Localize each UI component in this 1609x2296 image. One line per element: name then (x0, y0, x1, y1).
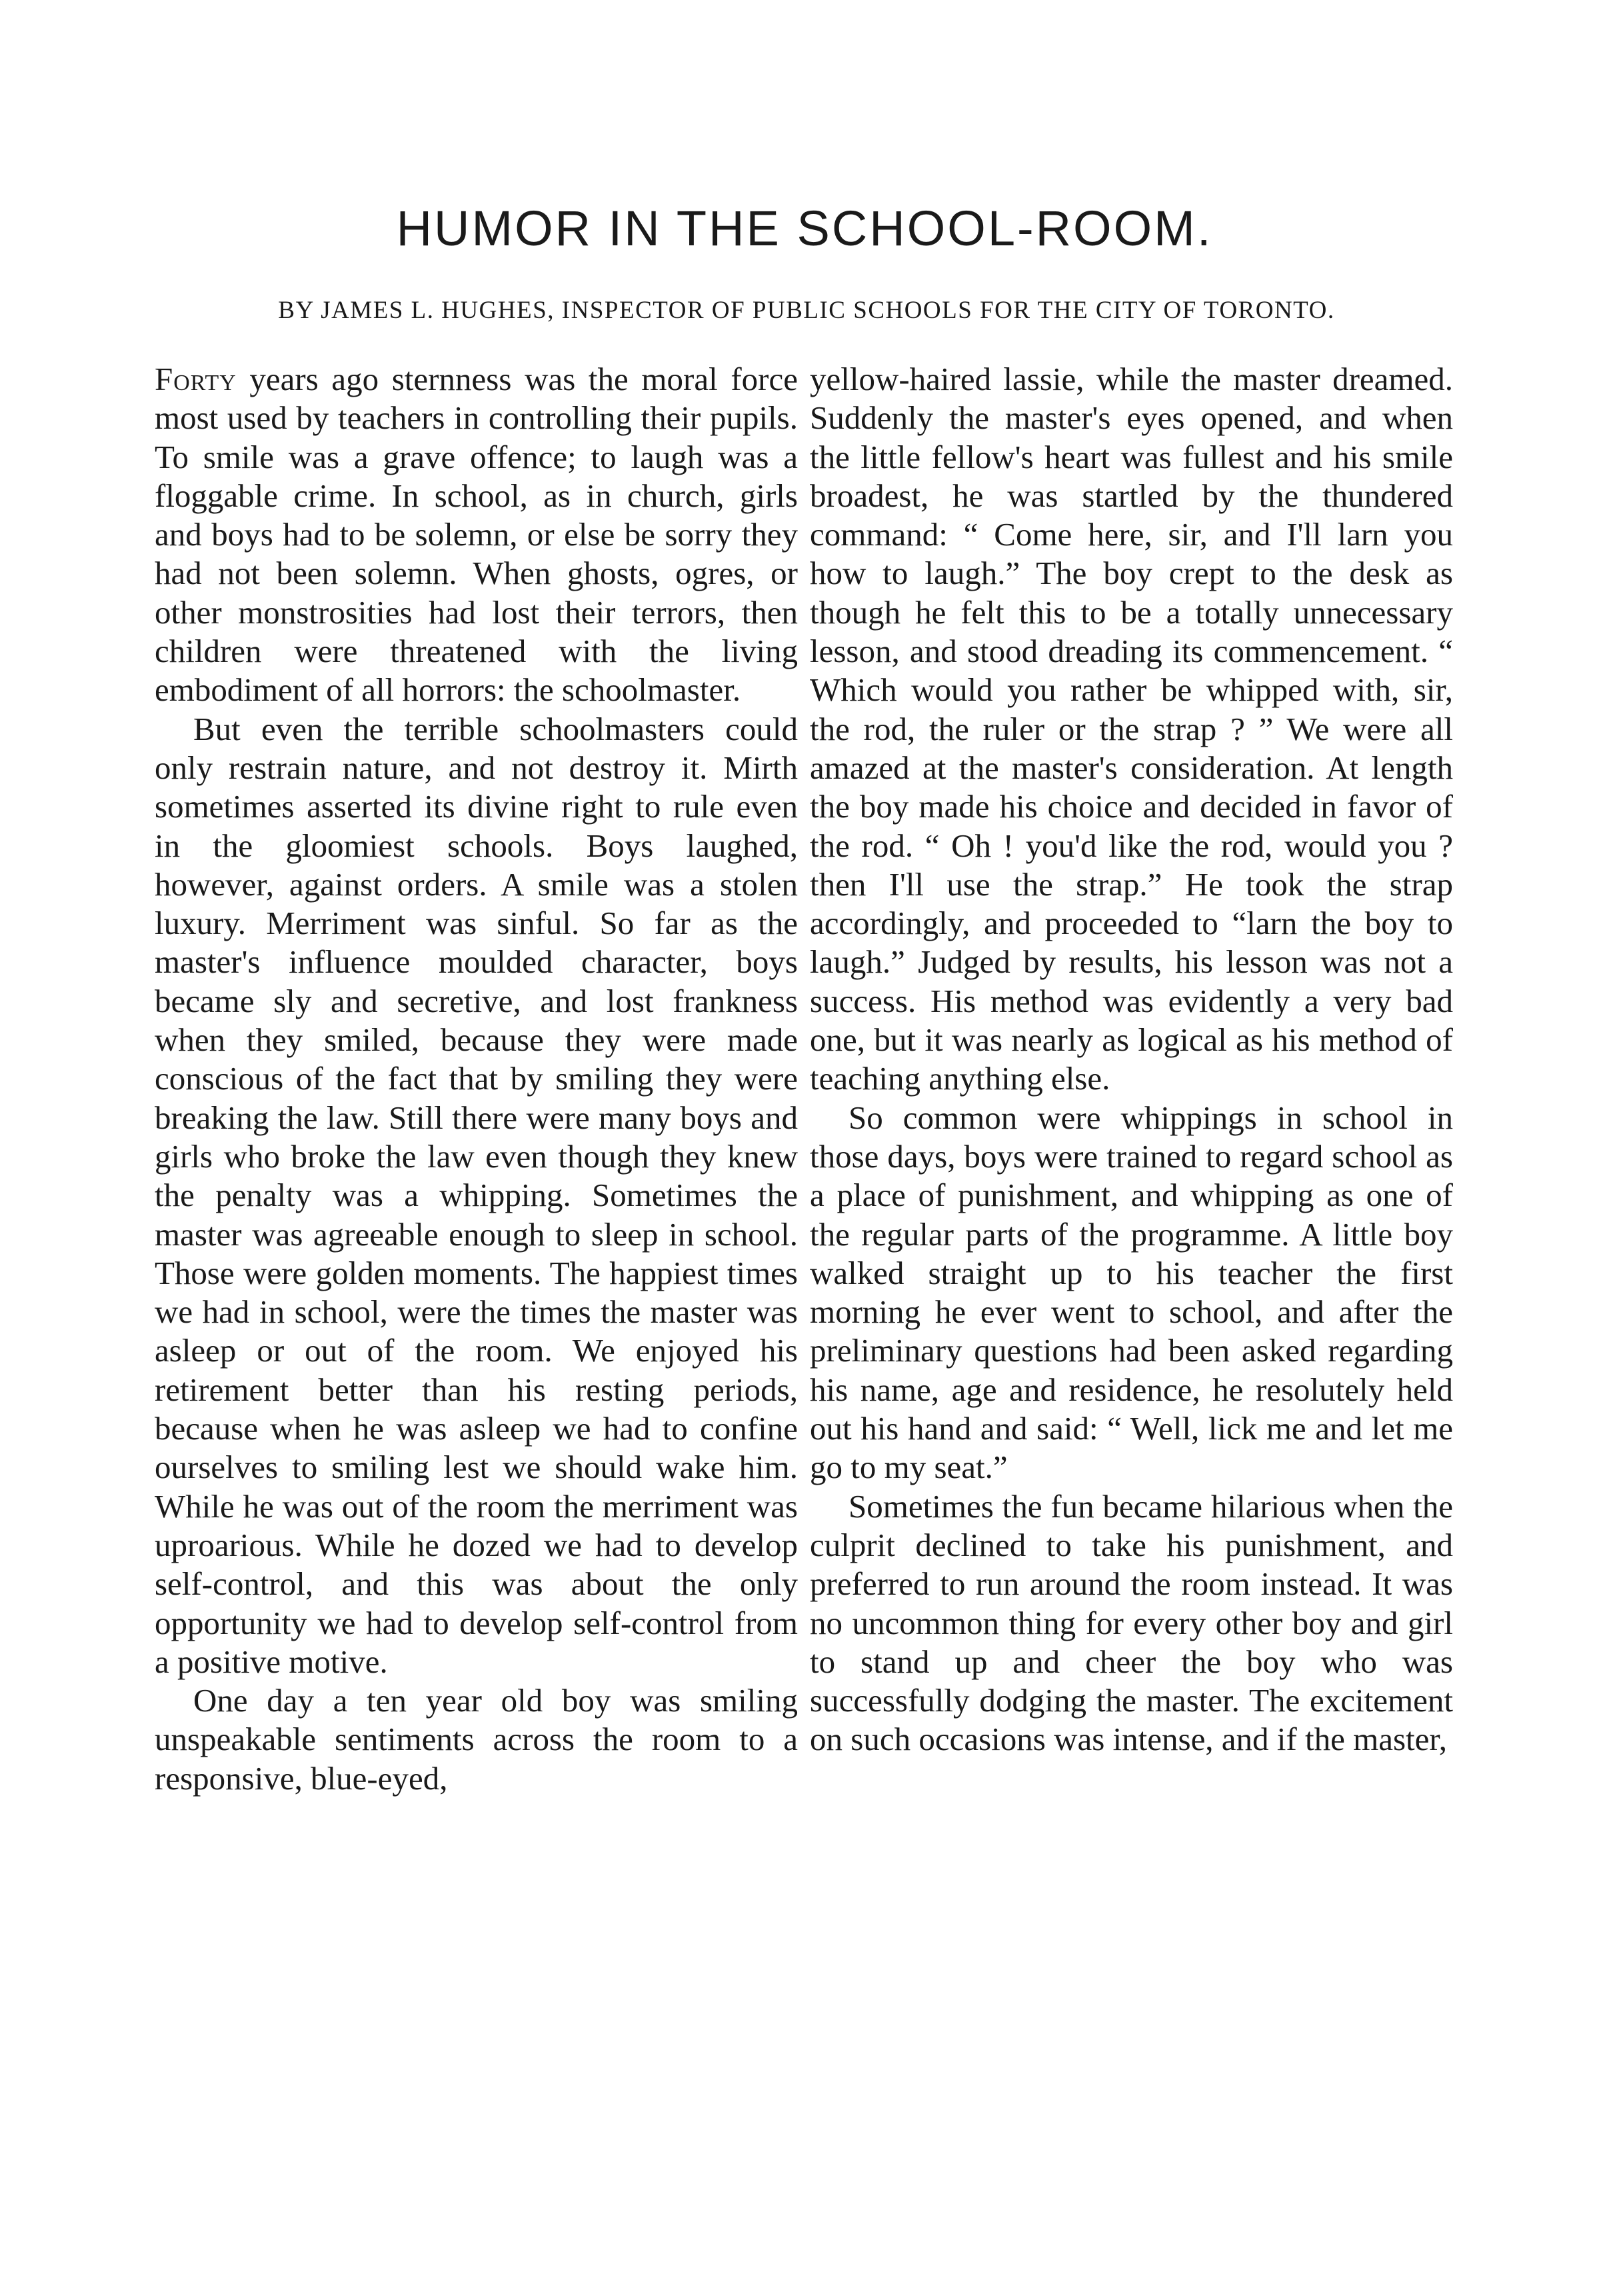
paragraph: So common were whippings in school in those days, boys were trained to regard school as a place of punishment, and whipping as one of the regular parts of the programme. A little boy walked straight up to his teacher the first morning he ever went to school, and after the preliminary questions had been asked regarding his name, age and residence, he resolutely held out his hand and said: “ Well, lick me and let me go to my seat.” (810, 1099, 1453, 1486)
paragraph: But even the terrible schoolmasters could only restrain nature, and not destroy it. Mirth sometimes asserted its divine right to rule even in the gloomiest schools. Boys laughed, however, against orders. A smile was a stolen luxury. Merriment was sinful. So far as the master's influence moulded character, boys became sly and secretive, and lost frankness when they smiled, because they were made conscious of the fact that by smiling they were breaking the law. Still there were many boys and girls who broke the law even though they knew the penalty was a whipping. Sometimes the master was agreeable enough to sleep in school. Those were golden moments. The happiest times we had in school, were the times the master was asleep or out of the room. We enjoyed his retirement better than his resting periods, because when he was asleep we had to confine ourselves to smiling lest we should wake him. While he was out of the room the merriment was uproarious. While he dozed we had to develop self-control, and this was about the only opportunity we had to develop self-control from a positive motive. (155, 710, 798, 1680)
paragraph: Sometimes the fun became hilarious when the culprit declined to take his punishment, and preferred to run around the room instead. It was no uncommon thing for every other boy and girl to stand up and cheer the boy who was successfully dodging the master. The excitement on such occasions was intense, and if the master, (810, 1487, 1453, 1758)
paragraph (155, 360, 798, 710)
paragraph: One day a ten year old boy was smiling unspeakable sentiments across the room to a responsive, blue-eyed, (155, 1682, 798, 1797)
left-column (155, 360, 798, 1798)
paragraph-text: years ago sternness was the moral force most used by teachers in controlling their pupils. To smile was a grave offence; to laugh was a floggable crime. In school, as in church, girls and boys had to be solemn, or else be sorry they had not been solemn. When ghosts, ogres, or other monstrosities had lost their terrors, then children were threatened with the living embodiment of all horrors: the schoolmaster. (155, 361, 798, 709)
article-title: HUMOR IN THE SCHOOL-ROOM. (396, 201, 1213, 256)
paragraph: yellow-haired lassie, while the master dreamed. Suddenly the master's eyes opened, and when the little fellow's heart was fullest and his smile broadest, he was startled by the thundered command: “ Come here, sir, and I'll larn you how to laugh.” The boy crept to the desk as though he felt this to be a totally unnecessary lesson, and stood dreading its commencement. “ Which would you rather be whipped with, sir, the rod, the ruler or the strap ? ” We were all amazed at the master's consideration. At length the boy made his choice and decided in favor of the rod. “ Oh ! you'd like the rod, would you ? then I'll use the strap.” He took the strap accordingly, and proceeded to “larn the boy to laugh.” Judged by results, his lesson was not a success. His method was evidently a very bad one, but it was nearly as logical as his method of teaching anything else. (810, 361, 1453, 1097)
right-column (810, 360, 1453, 1759)
article-byline: BY JAMES L. HUGHES, INSPECTOR OF PUBLIC SCHOOLS FOR THE CITY OF TORONTO. (278, 297, 1335, 324)
drop-lead-word: Forty (155, 361, 237, 397)
